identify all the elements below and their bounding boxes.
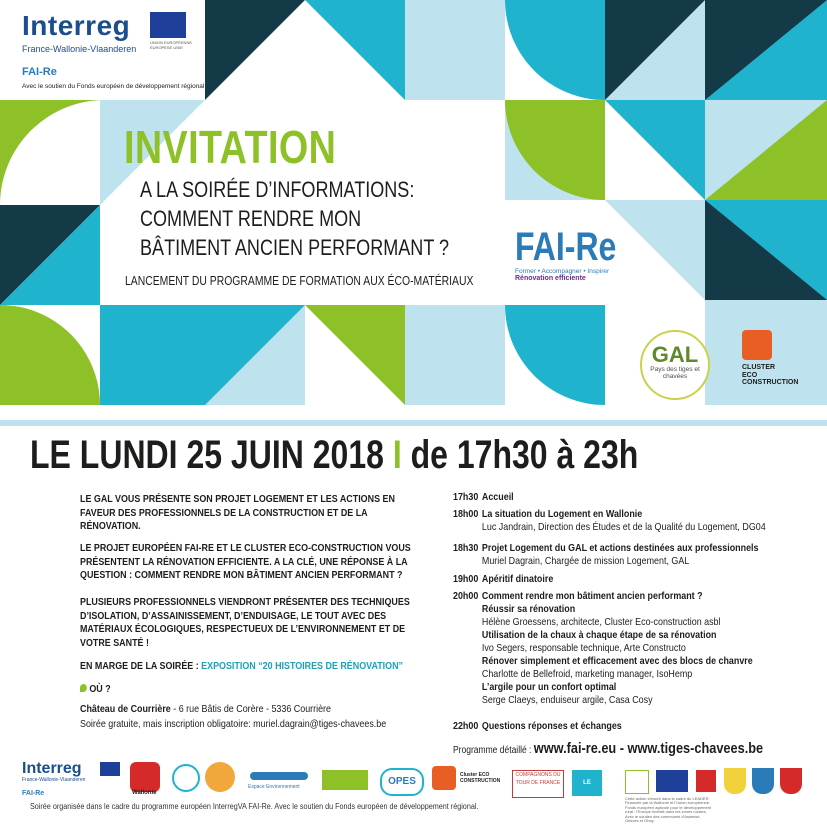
compagnons-logo: COMPAGNONS DU TOUR DE FRANCE <box>512 770 564 798</box>
talk-speaker: Ivo Segers, responsable technique, Arte Constructo <box>481 642 686 654</box>
programme-item: 20h00 Comment rendre mon bâtiment ancien performant ? Réussir sa rénovation Hélène Groessens, architecte, Cluster Eco-construction asbl Utilisation de la chaux à chaque étape de sa rénovation Ivo Segers, responsable technique, Arte Constructo Rénover simplement et efficacement avec des blocs de chanvre Charlotte de Bellefroid, marketing manager, IsoHemp L’argile pour un confort optimal Serge Claeys, enduiseur argile, Casa Cosy <box>453 590 810 707</box>
event-hours: de 17h30 à 23h <box>410 433 639 477</box>
faire-logo-word: FAI-Re <box>515 225 617 269</box>
programme-links[interactable]: www.fai-re.eu - www.tiges-chavees.be <box>533 740 764 757</box>
footer-eu-flag-2-icon <box>656 770 688 792</box>
footer-leader-note: Cette action s'inscrit dans le cadre du LEADER. Financée par la Wallonie et l'Union européenne. Fonds européen agricole pour le développement rural : l'Europe investit dans les zones rurales. Avec le soutien des communes d'Assesse, Gesves et Ohey. <box>625 796 712 823</box>
cluster-logo <box>742 330 812 387</box>
talk-speaker: Hélène Groessens, architecte, Cluster Eco-construction asbl <box>481 616 721 628</box>
exhibition-name: EXPOSITION “20 HISTOIRES DE RÉNOVATION” <box>201 660 404 672</box>
talk-title: Utilisation de la chaux à chaque étape de sa rénovation <box>481 629 717 641</box>
commune-shield-3-icon <box>780 768 802 794</box>
wallonie-logo-text: Wallonie <box>132 790 157 796</box>
intro-paragraph-1: LE GAL VOUS PRÉSENTE SON PROJET LOGEMENT ET LES ACTIONS EN FAVEUR DES PROFESSIONNELS DE LA CONSTRUCTION ET DE LA RÉNOVATION. <box>80 493 395 532</box>
gal-logo-sub: Pays des tiges et chavées <box>650 366 700 381</box>
talk-speaker: Charlotte de Bellefroid, marketing manager, IsoHemp <box>481 668 693 680</box>
interreg-logo: Interreg <box>22 10 131 41</box>
programme-item: 18h00 La situation du Logement en Wallonie Luc Jandrain, Direction des Études et de la Qualité du Logement, DG04 <box>453 508 766 533</box>
gal-logo-name: GAL <box>651 342 699 367</box>
venue <box>80 703 424 717</box>
cluster-logo-text: CLUSTER ECO CONSTRUCTION <box>742 364 799 387</box>
eu-flag-icon <box>150 12 186 38</box>
talk-title: L’argile pour un confort optimal <box>481 681 617 693</box>
interreg-subtitle: France-Wallonie-Vlaanderen <box>22 44 137 54</box>
venue-address: - 6 rue Bâtis de Corère - 5336 Courrière <box>170 703 332 715</box>
location-pin-icon <box>80 684 87 692</box>
commune-shield-1-icon <box>724 768 746 794</box>
event-day: LE LUNDI 25 JUIN 2018 <box>30 433 384 477</box>
programme-item: 18h30 Projet Logement du GAL et actions destinées aux professionnels Muriel Dagrain, Chargée de mission Logement, GAL <box>453 542 759 567</box>
footer-eu-flag-icon <box>100 762 120 776</box>
leader-logo-icon <box>625 770 649 794</box>
opes-logo: OPES <box>380 768 424 796</box>
footer-programme: FAI-Re <box>22 790 45 797</box>
forem-logo: LE FOREM <box>572 770 602 796</box>
footer-cluster-text: Cluster ECO CONSTRUCTION <box>460 772 501 784</box>
hands-logo-icon <box>205 762 235 792</box>
launch-subtitle: LANCEMENT DU PROGRAMME DE FORMATION AUX ÉCO-MATÉRIAUX <box>125 273 474 288</box>
cluster-logo-icon <box>742 330 772 360</box>
programme-item: 22h00 Questions réponses et échanges <box>453 720 622 732</box>
espace-environnement-icon <box>250 772 308 780</box>
faire-logo-tagline-2: Rénovation efficiente <box>515 275 586 282</box>
talk-speaker: Serge Claeys, enduiseur argile, Casa Cosy <box>481 694 653 706</box>
wallonie-small-icon <box>696 770 716 792</box>
footer-interreg-subtitle: France-Wallonie-Vlaanderen <box>22 777 86 783</box>
programme-name: FAI-Re <box>22 66 57 78</box>
network-logo-icon <box>322 770 368 790</box>
invitation-line-2: COMMENT RENDRE MON <box>140 206 362 231</box>
footer-interreg-logo: Interreg <box>22 760 82 777</box>
commune-shield-2-icon <box>752 768 774 794</box>
intro-paragraph-2: LE PROJET EUROPÉEN FAI-RE ET LE CLUSTER ECO-CONSTRUCTION VOUS PRÉSENTENT LA RÉNOVATION EFFICIENTE. A LA CLÉ, UNE RÉPONSE À LA QUESTION : COMMENT RENDRE MON BÂTIMENT ANCIEN PERFORMANT ? <box>80 542 411 581</box>
invitation-line-3: BÂTIMENT ANCIEN PERFORMANT ? <box>140 235 450 260</box>
date-separator: I <box>392 433 402 477</box>
support-text: Avec le soutien du Fonds européen de développement régional <box>22 83 205 90</box>
talk-title: Réussir sa rénovation <box>481 603 576 615</box>
faire-logo-tagline: Former • Accompagner • Inspirer <box>515 268 610 275</box>
event-date <box>30 433 638 478</box>
programme-item: 17h30 Accueil <box>453 491 514 503</box>
footer-cluster-icon <box>432 766 456 790</box>
where-heading: OÙ ? <box>80 683 424 697</box>
eu-flag-note: UNION EUROPÉENNE EUROPESE UNIE <box>150 40 193 50</box>
gal-logo <box>640 330 710 400</box>
invitation-title: INVITATION <box>124 121 337 173</box>
espace-environnement-text: Espace Environnement <box>248 784 300 790</box>
programme-detail: Programme détaillé : www.fai-re.eu - www.tiges-chavees.be <box>453 740 764 757</box>
intro-paragraph-3: PLUSIEURS PROFESSIONNELS VIENDRONT PRÉSENTER DES TECHNIQUES D’ISOLATION, D’ASSAINISSEMENT, D’ENDUISAGE, LE TOUT AVEC DES MATÉRIAUX ÉCOLOGIQUES, RESPECTUEUX DE L’ENVIRONNEMENT ET DE VOTRE SANTÉ ! <box>80 596 410 649</box>
invitation-line-1: A LA SOIRÉE D’INFORMATIONS: <box>140 177 415 202</box>
venue-name: Château de Courrière <box>80 703 171 715</box>
programme-item: 19h00 Apéritif dinatoire <box>453 573 554 585</box>
faire-logo <box>515 225 642 282</box>
footer-note: Soirée organisée dans le cadre du programme européen InterregVA FAI-Re. Avec le soutien du Fonds européen de développement régional. <box>30 802 479 811</box>
province-logo-icon <box>172 764 200 792</box>
talk-title: Rénover simplement et efficacement avec des blocs de chanvre <box>481 655 753 667</box>
wallonie-rooster-icon <box>130 762 160 792</box>
margin-note: EN MARGE DE LA SOIRÉE : EXPOSITION “20 HISTOIRES DE RÉNOVATION” <box>80 660 404 672</box>
registration-note: Soirée gratuite, mais inscription obligatoire: muriel.dagrain@tiges-chavees.be <box>80 718 387 730</box>
